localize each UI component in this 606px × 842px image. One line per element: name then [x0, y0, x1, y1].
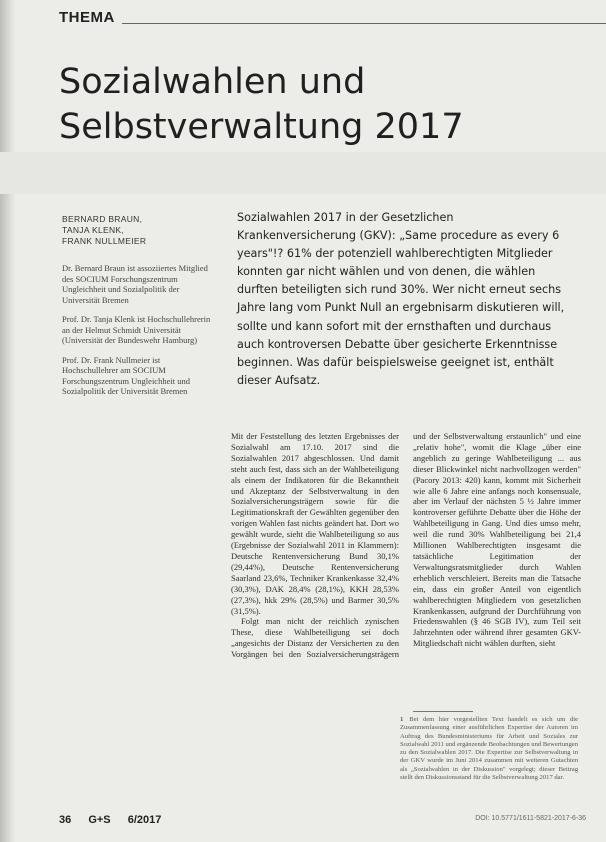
article-title-line-2: Selbstverwaltung 2017: [59, 107, 464, 147]
doi: DOI: 10.5771/1611-5821-2017-6-36: [475, 815, 586, 822]
footnote-number: 1: [400, 716, 404, 723]
article-title-line-1: Sozialwahlen und: [59, 62, 366, 102]
author-bios: [62, 263, 212, 406]
author-list: [62, 214, 212, 247]
lead-paragraph: Sozialwahlen 2017 in der Gesetzlichen Krankenversicherung (GKV): „Same procedure as every 6 years"!? 61% der potenziell wahlberechtigten Mitglieder konnten gar nicht wählen und von denen, die wählen durften beteiligten sich rund 30%. Wer nicht erneut sechs Jahre lang vom Punkt Null an ergebnisarm diskutieren will, sollte und kann sofort mit der ernsthaften und durchaus auch kontroversen Debatte über gesicherte Erkenntnisse beginnen. Was dafür beispielsweise geeignet ist, enthält dieser Aufsatz.: [237, 211, 565, 387]
section-label: THEMA: [59, 9, 115, 26]
binding-shadow: [0, 0, 15, 842]
footnote-rule: [413, 711, 473, 712]
author-bio: Prof. Dr. Frank Nullmeier ist Hochschullehrer am SOCIUM Forschungszentrum Ungleichheit und Sozialpolitik der Universität Bremen: [62, 354, 190, 396]
page-footer: [59, 814, 586, 826]
section-rule: [122, 23, 606, 24]
journal-issue: 6/2017: [127, 814, 162, 826]
page-number: 36: [59, 814, 72, 826]
title-band: [0, 152, 606, 194]
journal-name: G+S: [88, 814, 111, 826]
article-title: [59, 60, 464, 150]
body-paragraph: Mit der Feststellung des letzten Ergebnisses der Sozialwahl am 17.10. 2017 sind die Sozialwahlen 2017 abgeschlossen. Und damit steht auch fest, dass sich an der Wahlbeteiligung als einem der Indikatoren für die Bekanntheit und Akzeptanz der Selbstverwaltung in den Sozialversicherungsträgern sowie für die Legitimationskraft der Gewählten gegenüber den vorigen Wahlen fast nichts geändert hat. Dort wo gewählt wurde, sieht die Wahlbeteiligung so aus (Ergebnisse der Sozialwahl 2011 in Klammern): Deutsche Rentenversicherung Bund 30,1% (29,44%), Deutsche Rentenversicherung Saarland 23,6%, Techniker Krankenkasse 32,4% (30,3%), DAK 28,4% (28,1%), KKH 28,53% (27,3%), hkk 29% (28,5%) und Barmer 30,5% (31,5%).: [231, 431, 399, 616]
author-bio: Prof. Dr. Tanja Klenk ist Hochschullehrerin an der Helmut Schmidt Universität (Universität der Bundeswehr Hamburg): [62, 314, 211, 345]
author-bio: Dr. Bernard Braun ist assoziiertes Mitglied des SOCIUM Forschungszentrum Ungleichheit und Sozialpolitik der Universität Bremen: [62, 263, 208, 305]
author-name: FRANK NULLMEIER: [62, 236, 147, 246]
body-text: [231, 431, 581, 660]
body-columns: [231, 431, 581, 660]
author-name: BERNARD BRAUN,: [62, 214, 143, 224]
author-name: TANJA KLENK,: [62, 225, 125, 235]
body-paragraph: Folgt man nicht der reichlich zynischen These, diese Wahlbeteiligung sei doch „angesichts der Distanz der Versicherten zu den Vorgängen bei den Sozialversicherungsträgern und der Selbstverwaltung erstaunlich" und eine „relativ hohe", womit die Klage „über eine angeblich zu geringe Wahlbeteiligung ... aus dieser Blickwinkel nicht nachvollzogen werden" (Pacory 2013: 420) kann, kommt mit Sicherheit wie alle 6 Jahre eine anfangs noch konsensuale, aber im Verlauf der nächsten 5 ½ Jahre immer kontroverser geführte Debatte über die Höhe der Wahlbeteiligung in Gang. Und dies umso mehr, weil die rund 30% Wahlbeteiligung bei 21,4 Millionen Wahlberechtigten insgesamt die tatsächliche Legitimation der Verwaltungsratsmitglieder durch Wahlen erheblich verschleiert. Bereits man die Tatsache ein, dass ein großer Anteil von eigentlich wahlberechtigten Mitgliedern von gesetzlichen Krankenkassen, aufgrund der Durchführung von Friedenswahlen (§ 46 SGB IV), zum Teil seit Jahrzehnten oder während ihrer gesamten GKV-Mitgliedschaft nicht wählen durften, sieht: [231, 431, 581, 660]
footnote: [400, 716, 578, 782]
footnote-text: Bei dem hier vorgestellten Text handelt es sich um die Zusammenfassung einer ausführlichen Expertise der Autoren im Auftrag des Bundesministeriums für Arbeit und Soziales zur Sozialwahl 2011 und ergänzende Beobachtungen und Bewertungen zu den Sozialwahlen 2017. Die Expertise zur Selbstverwaltung in der GKV wurde im Juni 2014 zusammen mit weiteren Gutachten als „Sozialwahlen in der Diskussion" vorgelegt; dieser Beitrag stellt den Diskussionsstand für die Selbstverwaltung 2017 dar.: [400, 716, 578, 782]
